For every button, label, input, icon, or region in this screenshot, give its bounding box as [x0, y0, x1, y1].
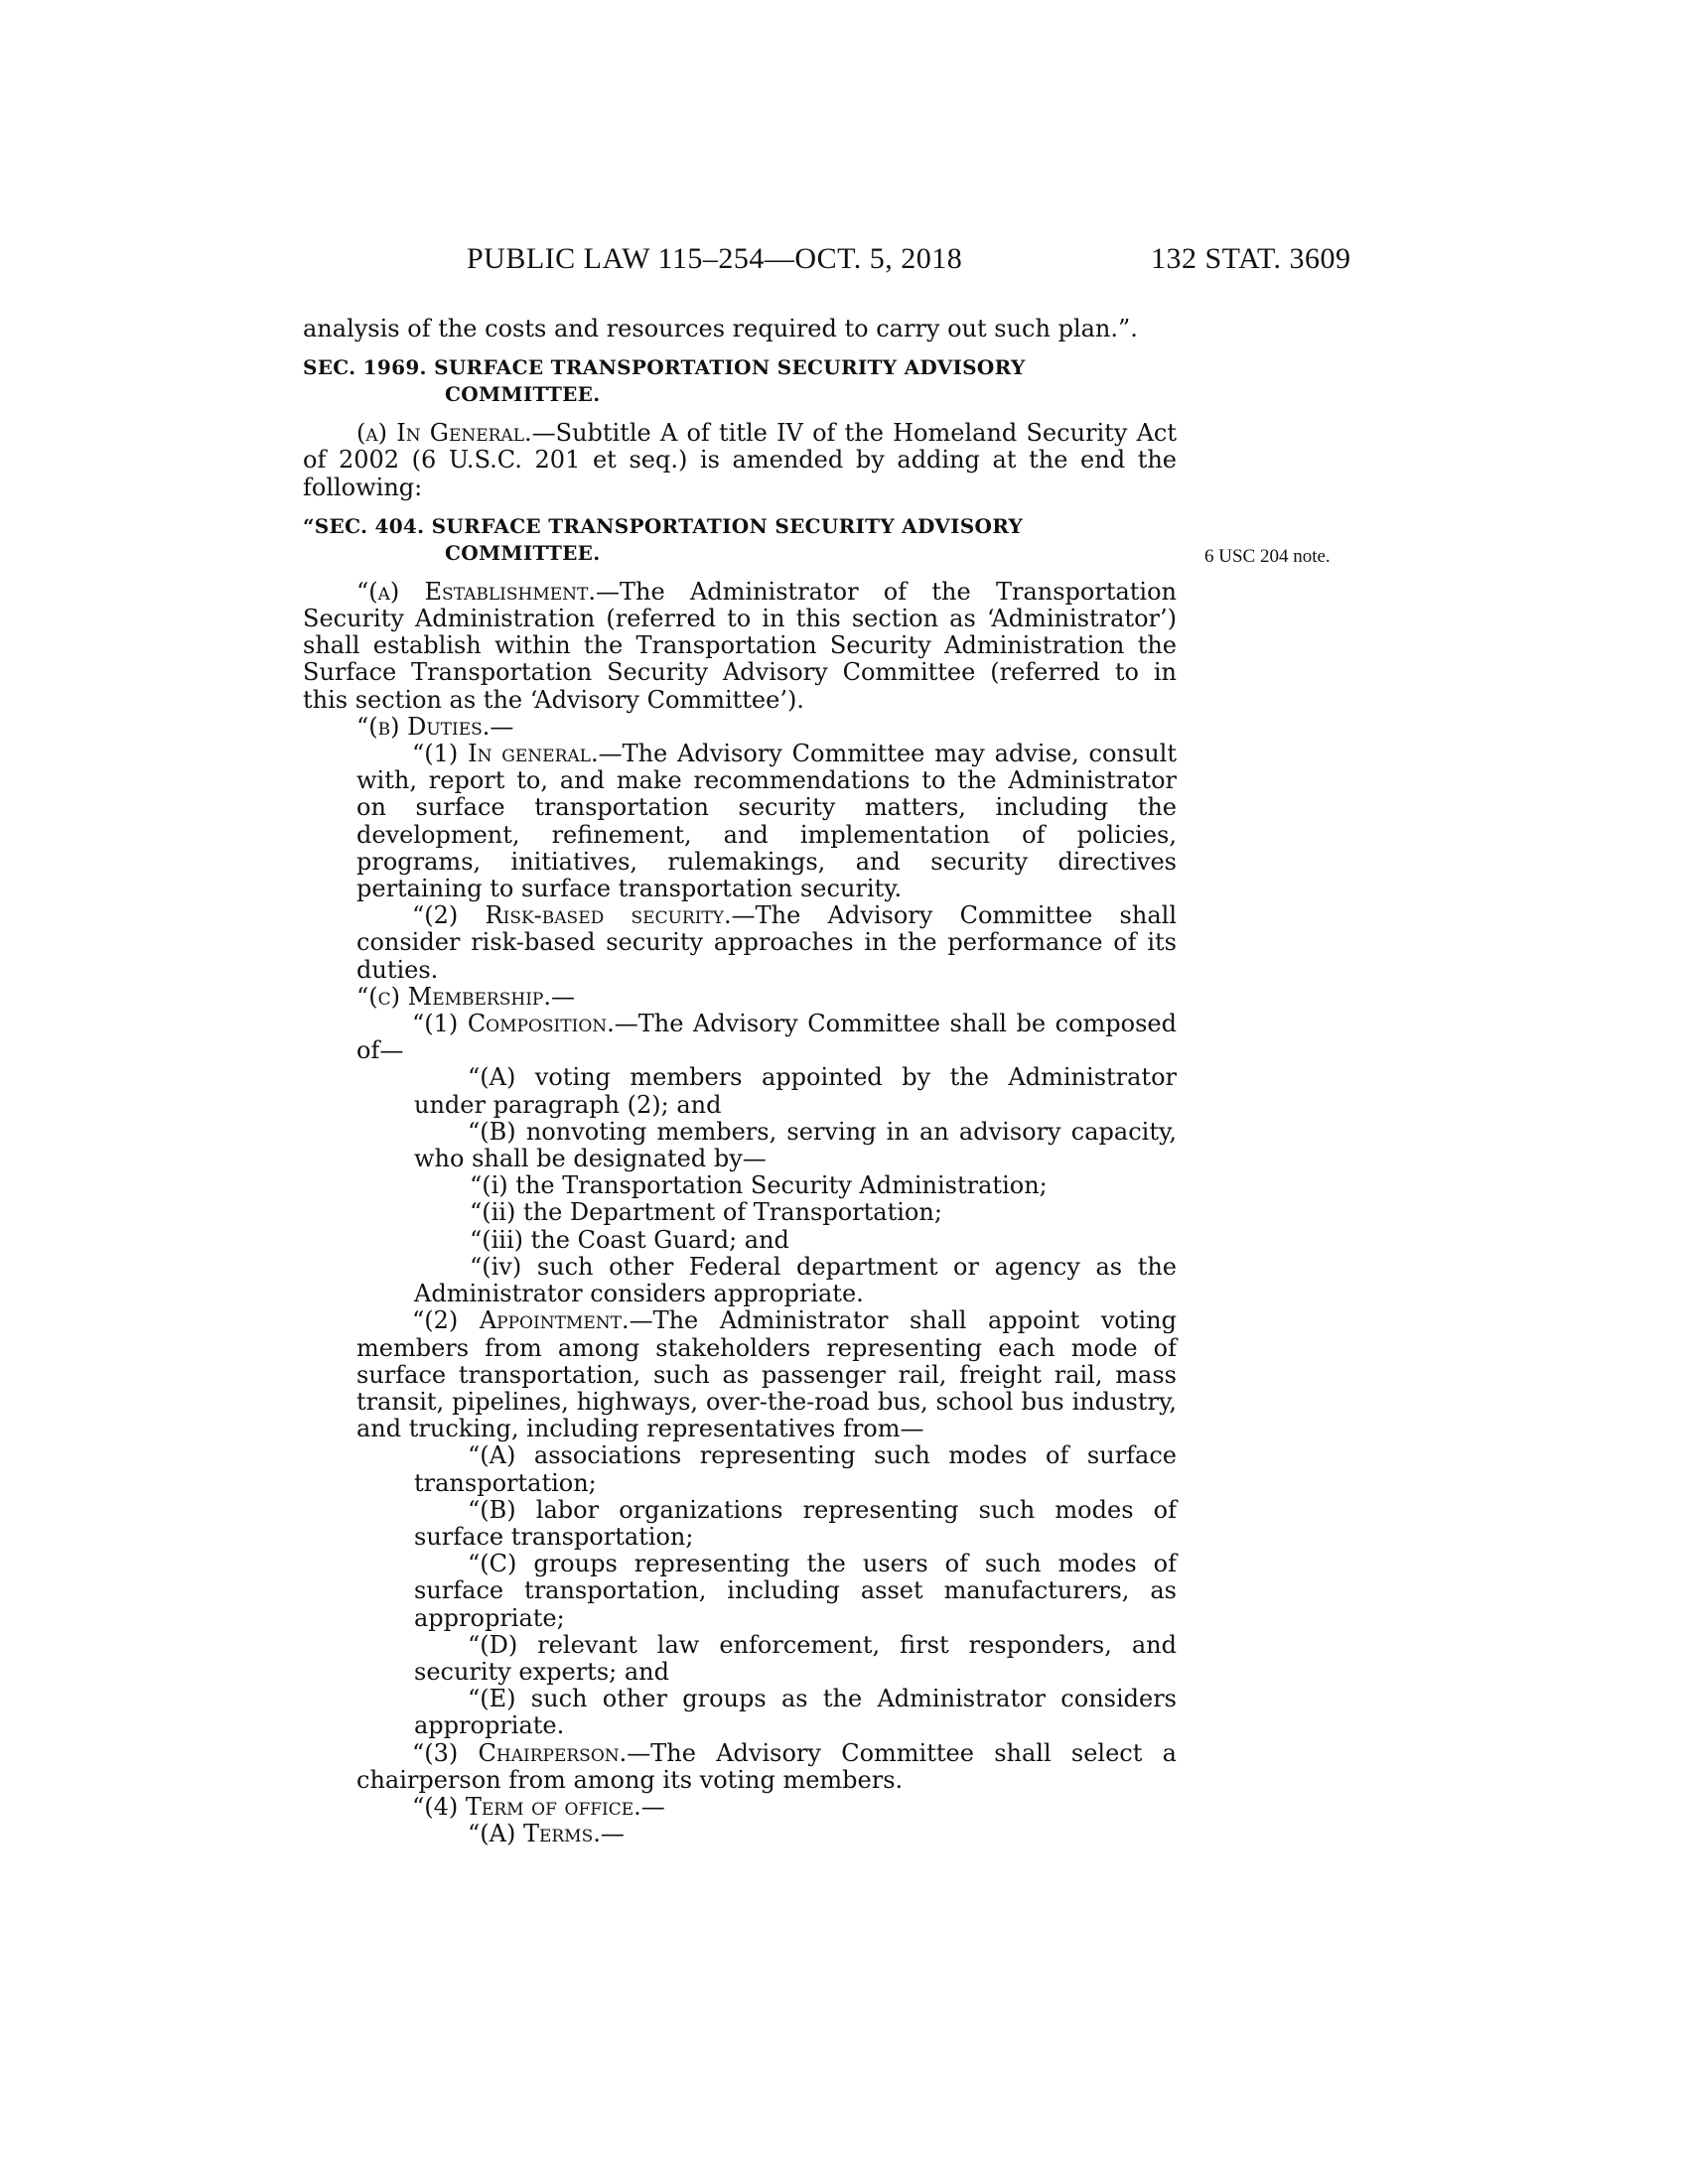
c1-text: —The Advisory Committee shall be composed of—	[356, 1010, 1177, 1065]
b1-label: “(1) In general.	[412, 740, 599, 768]
paragraph-c4a: “(A) Terms.—	[468, 1820, 625, 1848]
document-body	[303, 316, 1177, 1847]
section-heading-404: “SEC. 404. SURFACE TRANSPORTATION SECURITY ADVISORY COMMITTEE.	[303, 513, 1024, 565]
paragraph-c2b: “(B) labor organizations representing such modes of surface transportation;	[414, 1495, 1177, 1551]
paragraph-c2c: “(C) groups representing the users of such modes of surface transportation, including asset manufacturers, as appropriate;	[414, 1550, 1177, 1632]
paragraph-b2	[303, 902, 1177, 984]
section-heading-1969: SEC. 1969. SURFACE TRANSPORTATION SECURITY ADVISORY COMMITTEE.	[303, 355, 1026, 407]
c1-label: “(1) Composition.	[412, 1010, 615, 1038]
paragraph-b1	[303, 741, 1177, 902]
c3-label: “(3) Chairperson.	[412, 1738, 628, 1767]
paragraph-c2	[303, 1307, 1177, 1442]
paragraph-a-text: —Subtitle A of title IV of the Homeland Security Act of 2002 (6 U.S.C. 201 et seq.) is amended by adding at the end the following:	[303, 419, 1177, 501]
c2-text: —The Administrator shall appoint voting members from among stakeholders representing each mode of surface transportation, such as passenger rail, freight rail, mass transit, pipelines, highways, over-the-road bus, school bus industry, and trucking, including representatives from—	[356, 1306, 1177, 1443]
paragraph-membership: “(c) Membership.—	[356, 982, 575, 1011]
paragraph-c1b: “(B) nonvoting members, serving in an advisory capacity, who shall be designated by—	[414, 1117, 1177, 1173]
paragraph-c1biii: “(iii) the Coast Guard; and	[470, 1225, 789, 1254]
paragraph-c3	[303, 1740, 1177, 1794]
c3-text: —The Advisory Committee shall select a chairperson from among its voting members.	[356, 1738, 1177, 1794]
running-header	[0, 242, 1688, 282]
c2-label: “(2) Appointment.	[412, 1306, 630, 1335]
b2-text: —The Advisory Committee shall consider risk-based security approaches in the performance of its duties.	[356, 901, 1177, 984]
b2-label: “(2) Risk-based security.	[412, 901, 732, 930]
paragraph-c2d: “(D) relevant law enforcement, first responders, and security experts; and	[414, 1630, 1177, 1686]
paragraph: analysis of the costs and resources required to carry out such plan.”.	[303, 315, 1138, 342]
establishment-label: “(a) Establishment.	[356, 577, 597, 606]
paragraph-a	[303, 420, 1177, 501]
public-law-citation: PUBLIC LAW 115–254—OCT. 5, 2018	[467, 242, 963, 275]
paragraph-duties: “(b) Duties.—	[356, 712, 514, 741]
statute-page-number: 132 STAT. 3609	[1151, 242, 1351, 275]
paragraph-c1a: “(A) voting members appointed by the Administrator under paragraph (2); and	[414, 1063, 1177, 1119]
paragraph-c2a: “(A) associations representing such modes of surface transportation;	[414, 1441, 1177, 1497]
paragraph-c1biv: “(iv) such other Federal department or agency as the Administrator considers appropriate.	[414, 1252, 1177, 1308]
paragraph-c1	[303, 1011, 1177, 1064]
paragraph-c4: “(4) Term of office.—	[412, 1792, 665, 1821]
paragraph-c1bii: “(ii) the Department of Transportation;	[470, 1198, 942, 1227]
b1-text: —The Advisory Committee may advise, consult with, report to, and make recommendations to the Administrator on surface transportation security matters, including the development, refinement, and implementation of policies, programs, initiatives, rulemakings, and security directives pertaining to surface transportation security.	[356, 740, 1177, 903]
margin-note: 6 USC 204 note.	[1204, 546, 1331, 567]
paragraph-c2e: “(E) such other groups as the Administrator considers appropriate.	[414, 1685, 1177, 1740]
paragraph-c1bi: “(i) the Transportation Security Administration;	[470, 1171, 1048, 1200]
paragraph-a-label: (a) In General.	[356, 419, 532, 448]
establishment-text: —The Administrator of the Transportation Security Administration (referred to in this section as ‘Administrator’) shall establish within the Transportation Security Administration the Surface Transportation Security Advisory Committee (referred to in this section as the ‘Advisory Committee’).	[303, 577, 1177, 714]
paragraph-establishment	[303, 579, 1177, 714]
